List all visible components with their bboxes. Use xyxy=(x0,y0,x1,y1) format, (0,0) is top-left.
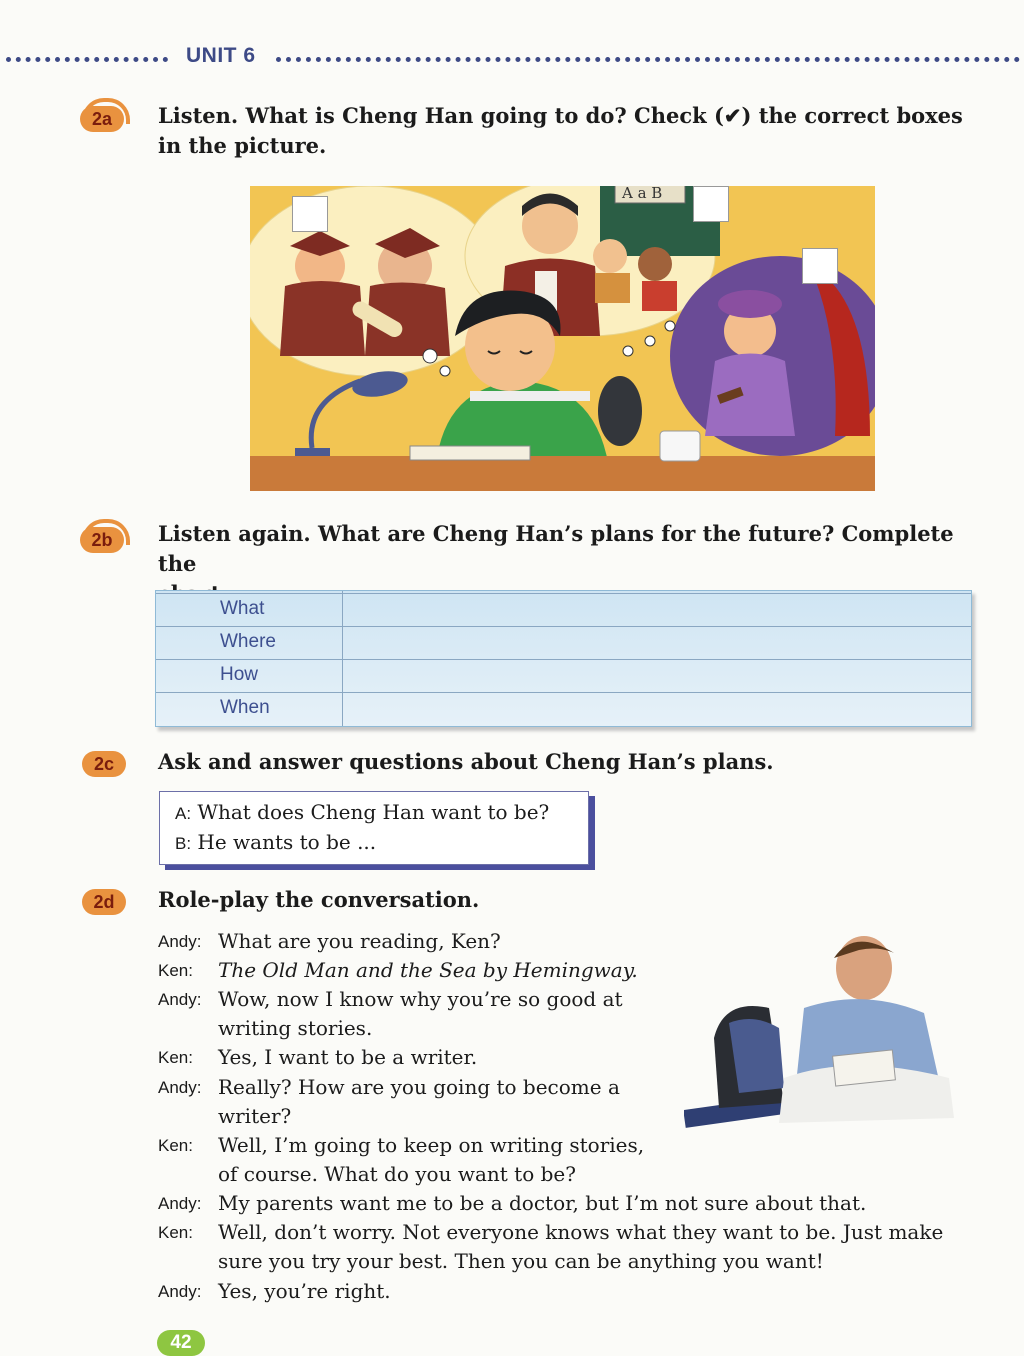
page-number: 42 xyxy=(157,1330,205,1356)
chart-row-when[interactable] xyxy=(156,692,971,726)
dialogue-line: of course. What do you want to be? xyxy=(218,1162,576,1186)
unit-title: UNIT 6 xyxy=(186,44,256,67)
cheng-han-dream-picture xyxy=(250,186,875,491)
checkbox-teacher[interactable] xyxy=(693,186,729,222)
badge-2c: 2c xyxy=(82,751,126,777)
badge-2a: 2a xyxy=(80,106,124,132)
dialogue-line: Well, I’m going to keep on writing stories, xyxy=(218,1133,645,1157)
dialogue-line: writing stories. xyxy=(218,1016,373,1040)
chart-label-when: When xyxy=(220,697,270,718)
header-dots-left xyxy=(6,57,168,62)
chart-row-what[interactable] xyxy=(156,593,971,627)
chart-label-what: What xyxy=(220,598,265,619)
checkbox-actor[interactable] xyxy=(802,248,838,284)
checkbox-graduation[interactable] xyxy=(292,196,328,232)
dialogue-line: Yes, you’re right. xyxy=(218,1279,391,1303)
qa-text-b: He wants to be ... xyxy=(197,830,377,854)
instruction-2b-line1: Listen again. What are Cheng Han’s plans for the future? Complete the xyxy=(158,521,954,576)
instruction-2c: Ask and answer questions about Cheng Han’s plans. xyxy=(158,749,774,774)
speaker-ken: Ken: xyxy=(158,961,193,980)
dialogue-line: Well, don’t worry. Not everyone knows what they want to be. Just make xyxy=(218,1220,944,1244)
dialogue-line: Really? How are you going to become a xyxy=(218,1075,620,1099)
dialogue-line: Yes, I want to be a writer. xyxy=(218,1045,478,1069)
board-letters: A a B xyxy=(622,186,663,202)
chart-row-how[interactable] xyxy=(156,659,971,693)
chart-label-where: Where xyxy=(220,631,276,652)
boy-reading-photo xyxy=(684,928,959,1133)
dialogue-line: My parents want me to be a doctor, but I’m not sure about that. xyxy=(218,1191,867,1215)
speaker-andy: Andy: xyxy=(158,1078,202,1097)
qa-text-a: What does Cheng Han want to be? xyxy=(197,800,550,824)
badge-2d: 2d xyxy=(82,889,126,915)
chart-row-where[interactable] xyxy=(156,626,971,660)
instruction-2a-line1: Listen. What is Cheng Han going to do? Check (✔) the correct boxes xyxy=(158,103,963,128)
badge-2b: 2b xyxy=(80,527,124,553)
dialogue-line: The Old Man and the Sea by Hemingway. xyxy=(218,958,638,982)
speaker-ken: Ken: xyxy=(158,1223,193,1242)
header-dots-right xyxy=(276,57,1020,62)
qa-speaker-a: A: xyxy=(175,804,192,823)
instruction-2a xyxy=(158,101,978,161)
qa-line-b xyxy=(175,830,376,854)
dialogue-line: writer? xyxy=(218,1104,292,1128)
dialogue-line: sure you try your best. Then you can be anything you want! xyxy=(218,1249,824,1273)
dream-illustration xyxy=(250,186,875,491)
speaker-andy: Andy: xyxy=(158,1194,202,1213)
speaker-andy: Andy: xyxy=(158,990,202,1009)
speaker-ken: Ken: xyxy=(158,1048,193,1067)
instruction-2a-line2: in the picture. xyxy=(158,133,327,158)
speaker-andy: Andy: xyxy=(158,1282,202,1301)
speaker-ken: Ken: xyxy=(158,1136,193,1155)
instruction-2d: Role-play the conversation. xyxy=(158,887,480,912)
chart-label-how: How xyxy=(220,664,259,685)
plans-chart xyxy=(155,590,972,727)
qa-line-a xyxy=(175,800,549,824)
qa-example-box xyxy=(159,791,589,865)
speaker-andy: Andy: xyxy=(158,932,202,951)
qa-speaker-b: B: xyxy=(175,834,192,853)
dialogue-line: Wow, now I know why you’re so good at xyxy=(218,987,623,1011)
dialogue-line: What are you reading, Ken? xyxy=(218,929,501,953)
